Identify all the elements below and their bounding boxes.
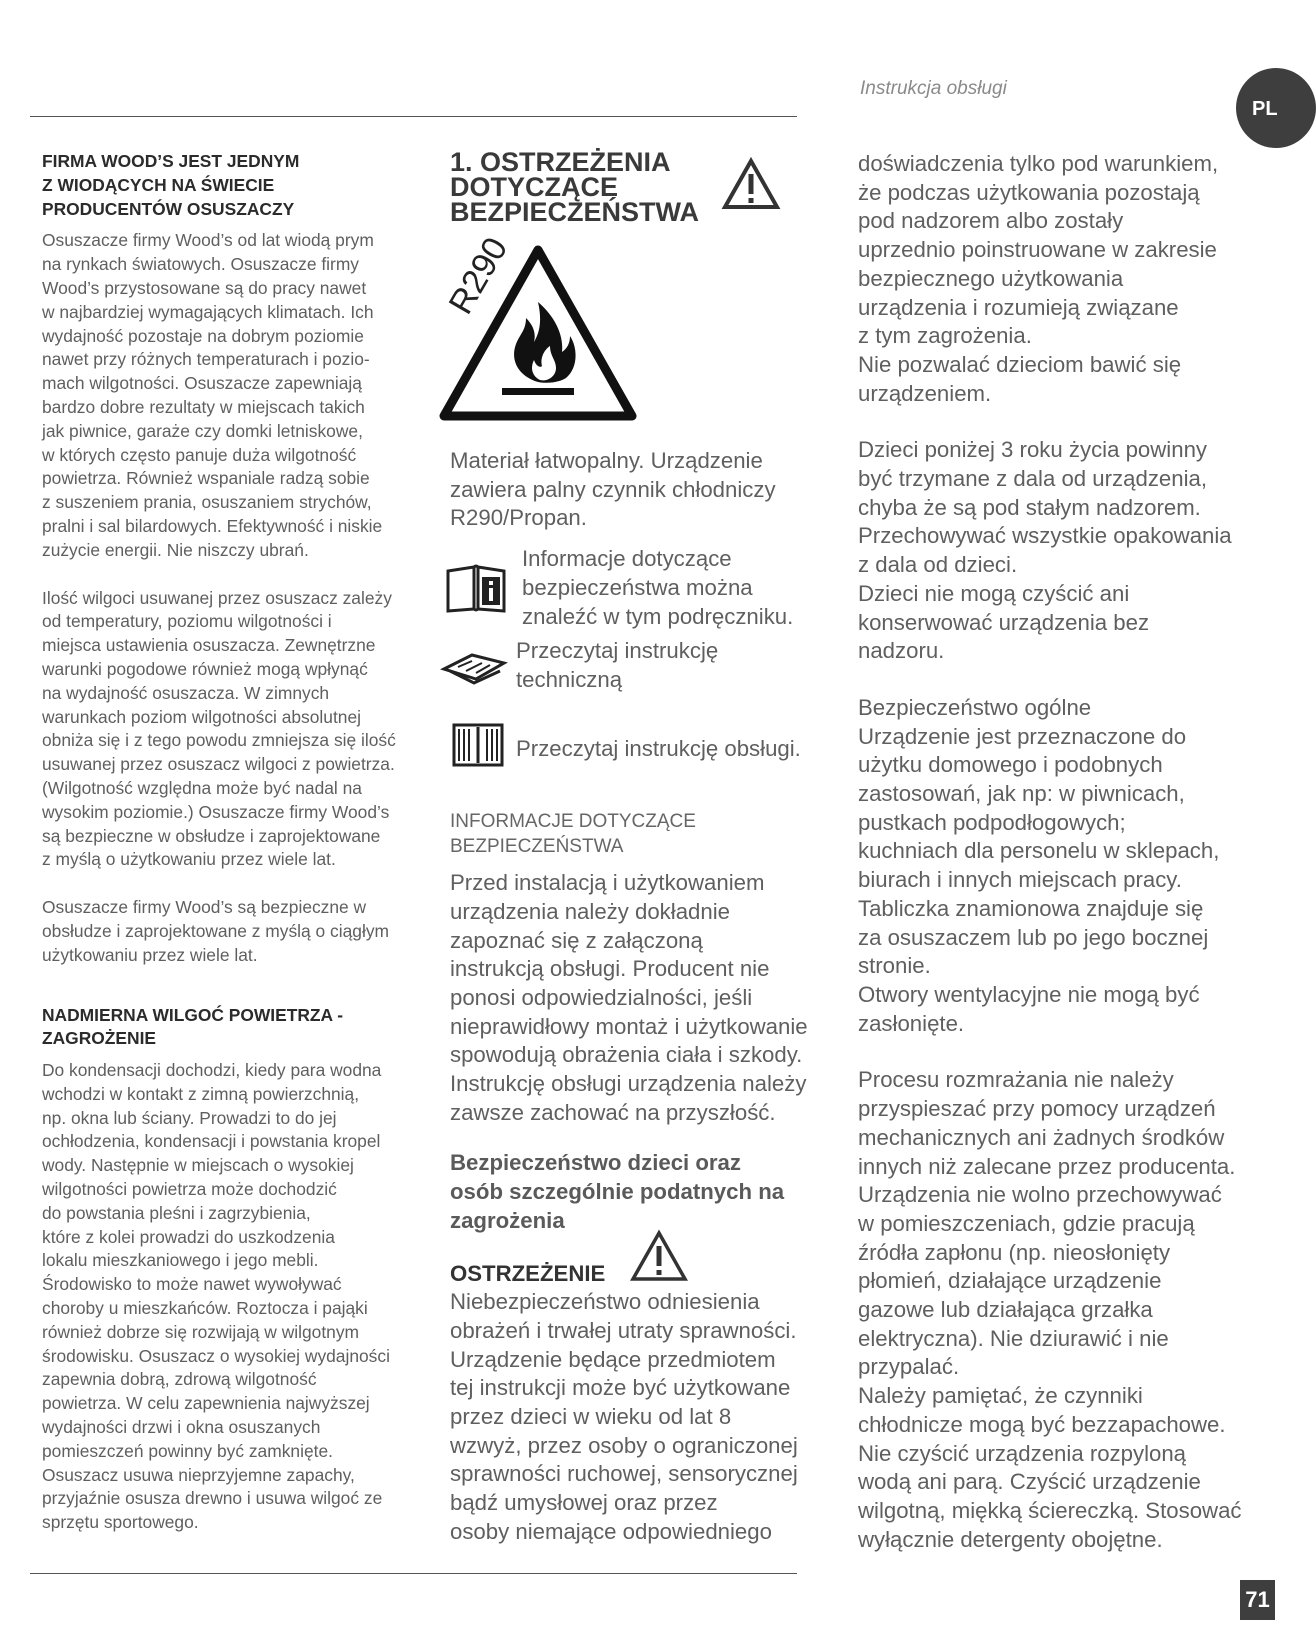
children-safety-heading: Bezpieczeństwo dzieci oraz osób szczególnie podatnych na zagrożenia [450,1150,785,1233]
running-header: Instrukcja obsługi [860,78,1007,99]
user-manual-text: Przeczytaj instrukcję obsługi. [516,736,801,762]
language-label: PL [1252,98,1278,120]
safety-info-row [450,545,830,637]
warning-paragraph: Niebezpieczeństwo odniesienia obrażeń i trwałej utraty sprawności. Urządzenie będące przedmiotem tej instrukcji może być użytkowane przez dzieci w wieku od lat 8 wzwyż, przez osoby o ograniczonej sprawności ruchowej, sensorycznej bądź umysłowej oraz przez osoby niemające odpowiedniego [450,1289,798,1544]
r290-label: R290 [441,231,516,321]
column-middle [441,147,830,1547]
info-heading: INFORMACJE DOTYCZĄCE BEZPIECZEŃSTWA [450,811,696,858]
warning-icon [722,158,780,210]
language-tab [1236,68,1316,148]
paragraph-general-safety: Bezpieczeństwo ogólne Urządzenie jest przeznaczone do użytku domowego i podobnych zastosowań, jak np: w piwnicach, pustkach podpodłogowych; kuchniach dla personelu w sklepach, biurach i innych miejscach pracy. Tabliczka znamionowa znajduje się za osuszaczem lub po jego bocznej stronie. Otwory wentylacyjne nie mogą być zasłonięte. [858,694,1220,1036]
info-paragraph: Przed instalacją i użytkowaniem urządzenia należy dokładnie zapoznać się z załączoną instrukcją obsługi. Producent nie ponosi odpowiedzialności, jeśli nieprawidłowy montaż i użytkowanie spowodują obrażenia ciała i szkody. Instrukcję obsługi urządzenia należy zawsze zachować na przyszłość. [450,870,808,1125]
section-title: 1. OSTRZEŻENIA DOTYCZĄCE BEZPIECZEŃSTWA [450,147,700,227]
manual-info-icon [444,563,508,615]
technical-manual-text: Przeczytaj instrukcję techniczną [516,638,719,692]
warning-small-icon [630,1230,688,1282]
technical-manual-icon [442,649,506,685]
column-left [42,150,422,1535]
paragraph-moisture: Ilość wilgoci usuwanej przez osuszacz zależy od temperatury, poziomu wilgotności i miejsca ustawienia osuszacza. Zewnętrzne warunki pogodowe również mogą wpłynąć na wydajność osuszacza. W zimnych warunkach poziom wilgotności absolutnej obniża się i z tego powodu zmniejsza się ilość usuwanej przez osuszacz wilgoci z powietrza. (Wilgotność względna może być nadal na wysokim poziomie.) Osuszacze firmy Wood’s są bezpieczne w obsłudze i zaprojektowane z myślą o użytkowaniu przez wiele lat. [42,587,396,870]
technical-manual-row [450,637,830,719]
column-right [858,150,1258,1554]
flammable-warning: Materiał łatwopalny. Urządzenie zawiera palny czynnik chłodniczy R290/Propan. [450,448,776,531]
user-manual-row [450,719,830,809]
paragraph-supervision: doświadczenia tylko pod warunkiem, że podczas użytkowania pozostają pod nadzorem albo zostały uprzednio poinstruowane w zakresie bezpiecznego użytkowania urządzenia i rozumieją związane z tym zagrożenia. Nie pozwalać dzieciom bawić się urządzeniem. [858,151,1219,406]
paragraph-defrost: Procesu rozmrażania nie należy przyspieszać przy pomocy urządzeń mechanicznych ani żadnych środków innych niż zalecane przez producenta. Urządzenia nie wolno przechowywać w pomieszczeniach, gdzie pracują źródła zapłonu (np. nieosłonięty płomień, działające urządzenie gazowe lub działająca grzałka elektryczna). Nie dziurawić i nie przypalać. Należy pamiętać, że czynniki chłodnicze mogą być bezzapachowe. Nie czyścić urządzenia rozpyloną wodą ani parą. Czyścić urządzenie wilgotną, miękką ściereczką. Stosować wyłącznie detergenty obojętne. [858,1067,1242,1552]
bottom-divider [30,1573,797,1574]
warning-label: OSTRZEŻENIE [450,1260,606,1286]
page-number: 71 [1240,1580,1275,1620]
paragraph-children: Dzieci poniżej 3 roku życia powinny być trzymane z dala od urządzenia, chyba że są pod stałym nadzorem. Przechowywać wszystkie opakowania z dala od dzieci. Dzieci nie mogą czyścić ani konserwować urządzenia bez nadzoru. [858,437,1232,664]
paragraph-condensation: Do kondensacji dochodzi, kiedy para wodna wchodzi w kontakt z zimną powierzchnią, np. okna lub ściany. Prowadzi to do jej ochłodzenia, kondensacji i powstania kropel wody. Następnie w miejscach o wysokiej wilgotności powietrza może dochodzić do powstania pleśni i zagrzybienia, które z kolei prowadzi do uszkodzenia lokalu mieszkaniowego i jego mebli. Środowisko to może nawet wywoływać choroby u mieszkańców. Roztocza i pająki również dobrze się rozwijają w wilgotnym środowisku. Osuszacz o wysokiej wydajności zapewnia dobrą, zdrową wilgotność powietrza. W celu zapewnienia najwyższej wydajności drzwi i okna osuszanych pomieszczeń powinny być zamknięte. Osuszacz usuwa nieprzyjemne zapachy, przyjaźnie osusza drewno i usuwa wilgoć ze sprzętu sportowego. [42,1060,390,1533]
heading-woods-leader: FIRMA WOOD’S JEST JEDNYM Z WIODĄCYCH NA ŚWIECIE PRODUCENTÓW OSUSZACZY [42,151,300,219]
heading-excess-humidity: NADMIERNA WILGOĆ POWIETRZA - ZAGROŻENIE [42,1004,344,1049]
paragraph-safe: Osuszacze firmy Wood’s są bezpieczne w obsłudze i zaprojektowane z myślą o ciągłym użytkowaniu przez wiele lat. [42,897,390,965]
safety-info-text: Informacje dotyczące bezpieczeństwa można znaleźć w tym podręczniku. [522,546,794,629]
top-divider [30,116,797,117]
warning-heading [450,1260,830,1289]
user-manual-icon [452,721,504,769]
flammable-r290-symbol [438,231,638,429]
paragraph-intro: Osuszacze firmy Wood’s od lat wiodą prym na rynkach światowych. Osuszacze firmy Wood’s przystosowane są do pracy nawet w najbardziej wymagających klimatach. Ich wydajność pozostaje na dobrym poziomie nawet przy różnych temperaturach i pozio- mach wilgotności. Osuszacze zapewniają bardzo dobre rezultaty w miejscach takich jak piwnice, garaże czy domki letniskowe, w których często panuje duża wilgotność powietrza. Również wspaniale radzą sobie z suszeniem prania, osuszaniem strychów, pralni i sal bilardowych. Efektywność i niskie zużycie energii. Nie niszczy ubrań. [42,230,383,560]
